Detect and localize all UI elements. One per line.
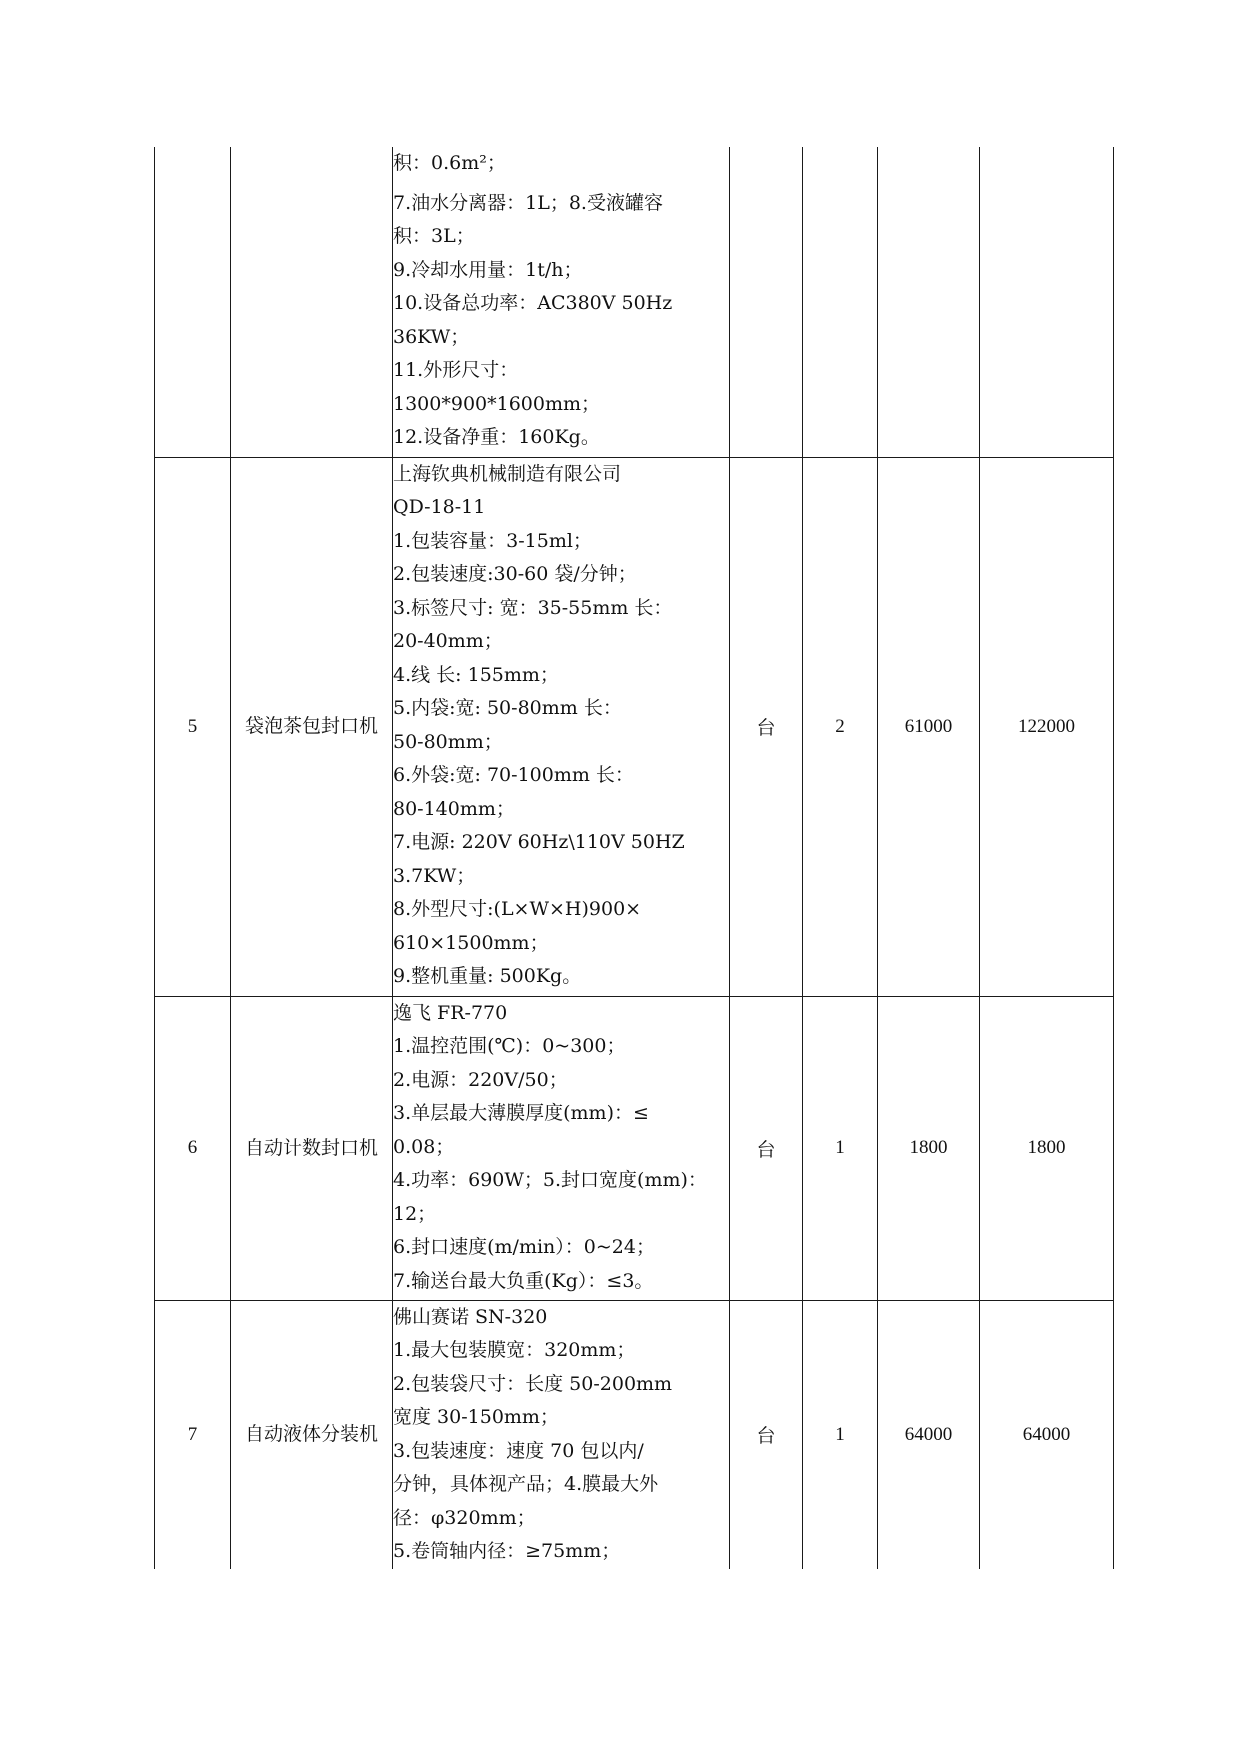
item-quantity: 1	[803, 1300, 878, 1569]
item-name	[231, 147, 393, 457]
spec-line: 径：φ320mm；	[393, 1506, 536, 1529]
spec-line: 8.外型尺寸:(L×W×H)900×	[393, 898, 642, 920]
item-spec	[393, 1300, 730, 1569]
spec-line: 11.外形尺寸：	[393, 359, 519, 381]
spec-line: 分钟，具体视产品；4.膜最大外	[393, 1473, 659, 1495]
item-unit	[730, 147, 803, 457]
item-number: 6	[155, 996, 231, 1300]
table-row	[155, 147, 1114, 457]
spec-line: 610×1500mm；	[393, 931, 549, 954]
spec-line: 9.整机重量: 500Kg。	[393, 965, 582, 987]
spec-line: 4.功率：690W；5.封口宽度(mm)：	[393, 1169, 707, 1191]
spec-line: 20-40mm；	[393, 630, 503, 652]
item-quantity: 2	[803, 457, 878, 996]
item-unit-price: 61000	[878, 457, 980, 996]
spec-line: 0.08；	[393, 1135, 455, 1158]
spec-line: 2.包装速度:30-60 袋/分钟；	[393, 563, 637, 585]
item-unit-price	[878, 147, 980, 457]
spec-line: 佛山赛诺 SN-320	[393, 1305, 548, 1328]
spec-line: 5.内袋:宽: 50-80mm 长：	[393, 697, 622, 719]
spec-line: 9.冷却水用量：1t/h；	[393, 258, 583, 281]
item-quantity	[803, 147, 878, 457]
spec-line: 6.外袋:宽: 70-100mm 长：	[393, 764, 634, 786]
item-quantity: 1	[803, 996, 878, 1300]
item-name: 自动液体分装机	[231, 1300, 393, 1569]
spec-line: 4.线 长: 155mm；	[393, 663, 559, 686]
item-unit-price: 64000	[878, 1300, 980, 1569]
item-unit: 台	[730, 1300, 803, 1569]
spec-line: 12.设备净重：160Kg。	[393, 426, 600, 448]
table-row	[155, 457, 1114, 996]
item-name: 自动计数封口机	[231, 996, 393, 1300]
item-spec	[393, 147, 730, 457]
item-number: 7	[155, 1300, 231, 1569]
spec-line: 3.单层最大薄膜厚度(mm)：≤	[393, 1102, 649, 1124]
item-name: 袋泡茶包封口机	[231, 457, 393, 996]
spec-line: 宽度 30-150mm；	[393, 1406, 559, 1428]
spec-line: 1300*900*1600mm；	[393, 392, 601, 415]
spec-line: 80-140mm；	[393, 797, 515, 820]
spec-line: 上海钦典机械制造有限公司	[393, 462, 622, 485]
spec-line: 2.包装袋尺寸：长度 50-200mm	[393, 1372, 673, 1395]
spec-line: 积：3L；	[393, 225, 475, 247]
item-unit-price: 1800	[878, 996, 980, 1300]
spec-line: 积：0.6m²；	[393, 152, 506, 174]
item-spec	[393, 996, 730, 1300]
item-unit: 台	[730, 996, 803, 1300]
item-number	[155, 147, 231, 457]
spec-line: 3.7KW；	[393, 864, 476, 887]
spec-line: 50-80mm；	[393, 730, 503, 753]
spec-line: 1.温控范围(℃)：0~300；	[393, 1035, 626, 1057]
spec-line: 3.包装速度：速度 70 包以内/	[393, 1439, 644, 1462]
spec-line: 1.包装容量：3-15ml；	[393, 529, 592, 552]
spec-line: 1.最大包装膜宽：320mm；	[393, 1339, 636, 1361]
spec-line: 7.输送台最大负重(Kg）：≤3。	[393, 1269, 654, 1292]
spec-line: 7.油水分离器：1L；8.受液罐容	[393, 191, 663, 214]
spec-line: 2.电源：220V/50；	[393, 1068, 568, 1091]
spec-line: 7.电源: 220V 60Hz\110V 50HZ	[393, 831, 685, 853]
spec-line: 36KW；	[393, 325, 470, 348]
item-spec	[393, 457, 730, 996]
spec-line: 3.标签尺寸: 宽：35-55mm 长：	[393, 596, 673, 619]
item-total: 64000	[980, 1300, 1114, 1569]
item-total: 1800	[980, 996, 1114, 1300]
spec-line: 12；	[393, 1202, 437, 1225]
table-row	[155, 1300, 1114, 1569]
spec-line: 6.封口速度(m/min）：0~24；	[393, 1236, 655, 1258]
spec-line: 逸飞 FR-770	[393, 1001, 508, 1024]
spec-line: 5.卷筒轴内径：≥75mm；	[393, 1540, 621, 1562]
item-unit: 台	[730, 457, 803, 996]
spec-line: QD-18-11	[393, 496, 486, 518]
item-total	[980, 147, 1114, 457]
item-number: 5	[155, 457, 231, 996]
table-row	[155, 996, 1114, 1300]
spec-line: 10.设备总功率：AC380V 50Hz	[393, 292, 673, 314]
item-total: 122000	[980, 457, 1114, 996]
equipment-table	[154, 147, 1114, 1569]
